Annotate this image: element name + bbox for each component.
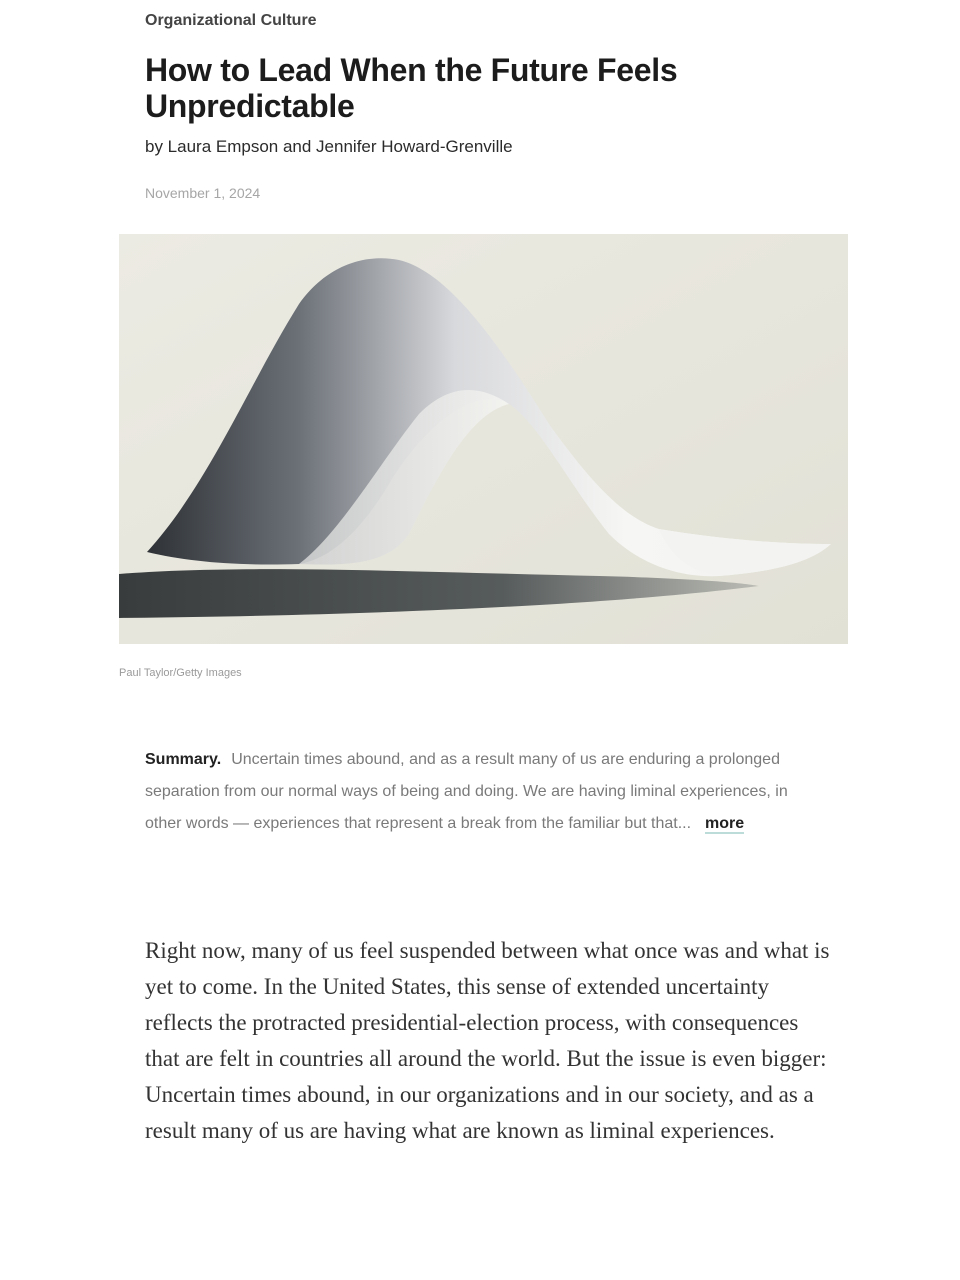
publish-date: November 1, 2024 <box>145 185 261 201</box>
summary-text: Uncertain times abound, and as a result many of us are enduring a prolonged separation from our normal ways of being and doing. We are having liminal experiences, in other words — experiences that represent a break from the familiar but that... <box>145 751 788 832</box>
article-body-paragraph: Right now, many of us feel suspended between what once was and what is yet to come. In the United States, this sense of extended uncertainty reflects the protracted presidential-election process, with consequences that are felt in countries all around the world. But the issue is even bigger: Uncertain times abound, in our organizations and in our society, and as a result many of us are having what are known as liminal experiences. <box>145 938 830 1143</box>
article-title: How to Lead When the Future Feels Unpredictable <box>145 52 678 124</box>
image-credit: Paul Taylor/Getty Images <box>119 667 242 679</box>
topic-link[interactable]: Organizational Culture <box>145 12 317 29</box>
summary-label: Summary. <box>145 751 222 768</box>
hero-image <box>119 234 848 644</box>
more-link[interactable]: more <box>705 815 745 832</box>
summary-block <box>145 744 825 840</box>
byline: by Laura Empson and Jennifer Howard-Grenville <box>145 137 513 156</box>
